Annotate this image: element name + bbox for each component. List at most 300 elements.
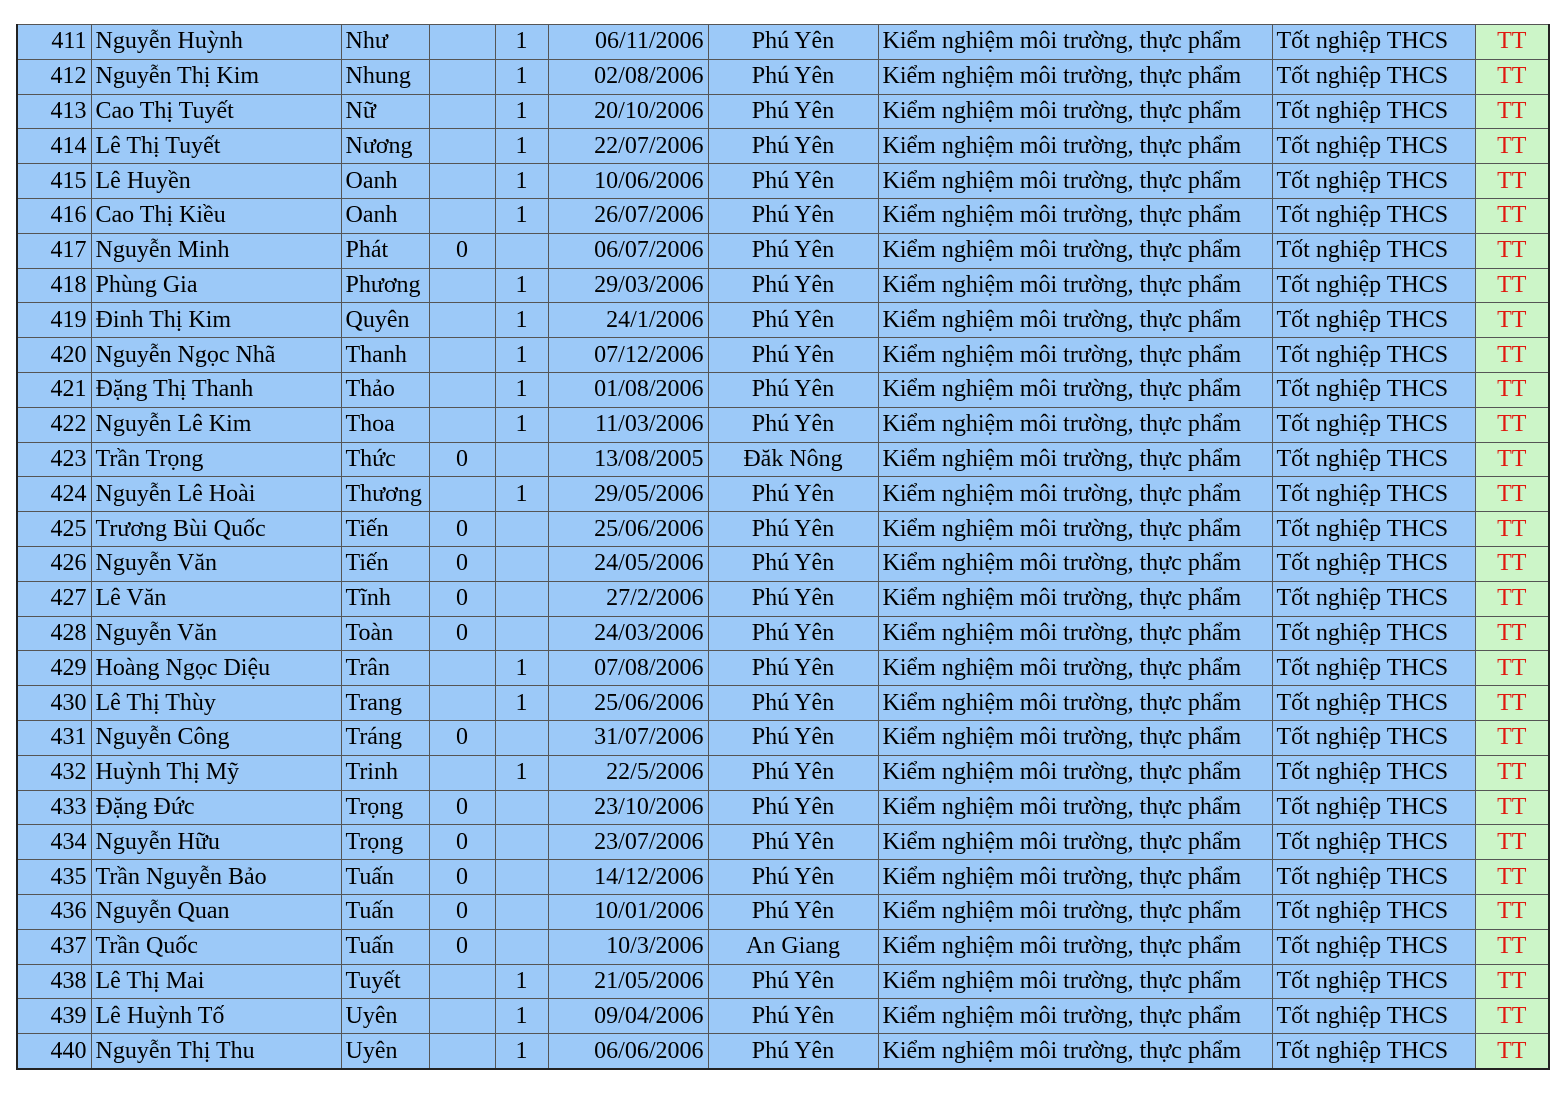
surname-given-cell[interactable]: Trương Bùi Quốc	[91, 512, 341, 547]
first-name-cell[interactable]: Tráng	[341, 720, 429, 755]
gender-male-cell[interactable]: 0	[429, 929, 495, 964]
gender-male-cell[interactable]: 0	[429, 720, 495, 755]
major-cell[interactable]: Kiểm nghiệm môi trường, thực phẩm	[878, 546, 1272, 581]
birth-date-cell[interactable]: 10/01/2006	[548, 894, 708, 929]
status-badge-cell[interactable]: TT	[1475, 755, 1549, 790]
gender-female-cell[interactable]: 1	[495, 964, 548, 999]
major-cell[interactable]: Kiểm nghiệm môi trường, thực phẩm	[878, 372, 1272, 407]
education-level-cell[interactable]: Tốt nghiệp THCS	[1272, 616, 1475, 651]
gender-male-cell[interactable]: 0	[429, 581, 495, 616]
major-cell[interactable]: Kiểm nghiệm môi trường, thực phẩm	[878, 198, 1272, 233]
birthplace-cell[interactable]: Phú Yên	[708, 825, 878, 860]
education-level-cell[interactable]: Tốt nghiệp THCS	[1272, 964, 1475, 999]
major-cell[interactable]: Kiểm nghiệm môi trường, thực phẩm	[878, 25, 1272, 60]
gender-male-cell[interactable]: 0	[429, 860, 495, 895]
birthplace-cell[interactable]: Phú Yên	[708, 616, 878, 651]
surname-given-cell[interactable]: Nguyễn Lê Kim	[91, 407, 341, 442]
birthplace-cell[interactable]: Phú Yên	[708, 512, 878, 547]
education-level-cell[interactable]: Tốt nghiệp THCS	[1272, 59, 1475, 94]
gender-male-cell[interactable]	[429, 372, 495, 407]
gender-female-cell[interactable]: 1	[495, 999, 548, 1034]
major-cell[interactable]: Kiểm nghiệm môi trường, thực phẩm	[878, 860, 1272, 895]
status-badge-cell[interactable]: TT	[1475, 581, 1549, 616]
row-number-cell[interactable]: 438	[17, 964, 91, 999]
birth-date-cell[interactable]: 22/5/2006	[548, 755, 708, 790]
gender-female-cell[interactable]	[495, 442, 548, 477]
birthplace-cell[interactable]: Phú Yên	[708, 25, 878, 60]
row-number-cell[interactable]: 421	[17, 372, 91, 407]
first-name-cell[interactable]: Nương	[341, 129, 429, 164]
first-name-cell[interactable]: Tuấn	[341, 929, 429, 964]
gender-male-cell[interactable]	[429, 94, 495, 129]
education-level-cell[interactable]: Tốt nghiệp THCS	[1272, 1034, 1475, 1069]
first-name-cell[interactable]: Phương	[341, 268, 429, 303]
status-badge-cell[interactable]: TT	[1475, 338, 1549, 373]
status-badge-cell[interactable]: TT	[1475, 1034, 1549, 1069]
first-name-cell[interactable]: Tuyết	[341, 964, 429, 999]
gender-female-cell[interactable]	[495, 512, 548, 547]
surname-given-cell[interactable]: Nguyễn Lê Hoài	[91, 477, 341, 512]
row-number-cell[interactable]: 440	[17, 1034, 91, 1069]
major-cell[interactable]: Kiểm nghiệm môi trường, thực phẩm	[878, 929, 1272, 964]
education-level-cell[interactable]: Tốt nghiệp THCS	[1272, 25, 1475, 60]
major-cell[interactable]: Kiểm nghiệm môi trường, thực phẩm	[878, 581, 1272, 616]
surname-given-cell[interactable]: Đặng Thị Thanh	[91, 372, 341, 407]
surname-given-cell[interactable]: Lê Thị Thùy	[91, 686, 341, 721]
surname-given-cell[interactable]: Nguyễn Công	[91, 720, 341, 755]
surname-given-cell[interactable]: Nguyễn Thị Kim	[91, 59, 341, 94]
row-number-cell[interactable]: 431	[17, 720, 91, 755]
row-number-cell[interactable]: 418	[17, 268, 91, 303]
major-cell[interactable]: Kiểm nghiệm môi trường, thực phẩm	[878, 964, 1272, 999]
status-badge-cell[interactable]: TT	[1475, 894, 1549, 929]
major-cell[interactable]: Kiểm nghiệm môi trường, thực phẩm	[878, 129, 1272, 164]
birthplace-cell[interactable]: Phú Yên	[708, 338, 878, 373]
gender-female-cell[interactable]: 1	[495, 303, 548, 338]
gender-male-cell[interactable]: 0	[429, 894, 495, 929]
gender-male-cell[interactable]: 0	[429, 616, 495, 651]
status-badge-cell[interactable]: TT	[1475, 686, 1549, 721]
status-badge-cell[interactable]: TT	[1475, 929, 1549, 964]
row-number-cell[interactable]: 439	[17, 999, 91, 1034]
education-level-cell[interactable]: Tốt nghiệp THCS	[1272, 825, 1475, 860]
row-number-cell[interactable]: 424	[17, 477, 91, 512]
major-cell[interactable]: Kiểm nghiệm môi trường, thực phẩm	[878, 303, 1272, 338]
education-level-cell[interactable]: Tốt nghiệp THCS	[1272, 755, 1475, 790]
birthplace-cell[interactable]: Phú Yên	[708, 860, 878, 895]
gender-male-cell[interactable]	[429, 1034, 495, 1069]
major-cell[interactable]: Kiểm nghiệm môi trường, thực phẩm	[878, 825, 1272, 860]
birthplace-cell[interactable]: Phú Yên	[708, 94, 878, 129]
birth-date-cell[interactable]: 29/05/2006	[548, 477, 708, 512]
gender-male-cell[interactable]	[429, 651, 495, 686]
birthplace-cell[interactable]: Phú Yên	[708, 407, 878, 442]
row-number-cell[interactable]: 426	[17, 546, 91, 581]
row-number-cell[interactable]: 436	[17, 894, 91, 929]
gender-male-cell[interactable]	[429, 25, 495, 60]
gender-male-cell[interactable]: 0	[429, 512, 495, 547]
birthplace-cell[interactable]: Phú Yên	[708, 546, 878, 581]
status-badge-cell[interactable]: TT	[1475, 25, 1549, 60]
birthplace-cell[interactable]: Đăk Nông	[708, 442, 878, 477]
birth-date-cell[interactable]: 25/06/2006	[548, 512, 708, 547]
row-number-cell[interactable]: 427	[17, 581, 91, 616]
row-number-cell[interactable]: 413	[17, 94, 91, 129]
first-name-cell[interactable]: Trân	[341, 651, 429, 686]
surname-given-cell[interactable]: Nguyễn Quan	[91, 894, 341, 929]
first-name-cell[interactable]: Tiến	[341, 512, 429, 547]
status-badge-cell[interactable]: TT	[1475, 546, 1549, 581]
birthplace-cell[interactable]: Phú Yên	[708, 233, 878, 268]
first-name-cell[interactable]: Thoa	[341, 407, 429, 442]
row-number-cell[interactable]: 435	[17, 860, 91, 895]
first-name-cell[interactable]: Trinh	[341, 755, 429, 790]
first-name-cell[interactable]: Phát	[341, 233, 429, 268]
surname-given-cell[interactable]: Nguyễn Huỳnh	[91, 25, 341, 60]
education-level-cell[interactable]: Tốt nghiệp THCS	[1272, 303, 1475, 338]
major-cell[interactable]: Kiểm nghiệm môi trường, thực phẩm	[878, 894, 1272, 929]
birth-date-cell[interactable]: 22/07/2006	[548, 129, 708, 164]
row-number-cell[interactable]: 425	[17, 512, 91, 547]
birth-date-cell[interactable]: 24/1/2006	[548, 303, 708, 338]
gender-male-cell[interactable]	[429, 755, 495, 790]
birth-date-cell[interactable]: 07/12/2006	[548, 338, 708, 373]
status-badge-cell[interactable]: TT	[1475, 964, 1549, 999]
surname-given-cell[interactable]: Đặng Đức	[91, 790, 341, 825]
row-number-cell[interactable]: 434	[17, 825, 91, 860]
gender-female-cell[interactable]: 1	[495, 686, 548, 721]
gender-female-cell[interactable]	[495, 616, 548, 651]
status-badge-cell[interactable]: TT	[1475, 94, 1549, 129]
first-name-cell[interactable]: Trọng	[341, 825, 429, 860]
gender-male-cell[interactable]: 0	[429, 546, 495, 581]
gender-female-cell[interactable]: 1	[495, 1034, 548, 1069]
education-level-cell[interactable]: Tốt nghiệp THCS	[1272, 894, 1475, 929]
birthplace-cell[interactable]: Phú Yên	[708, 268, 878, 303]
status-badge-cell[interactable]: TT	[1475, 999, 1549, 1034]
gender-male-cell[interactable]: 0	[429, 233, 495, 268]
gender-female-cell[interactable]	[495, 720, 548, 755]
gender-male-cell[interactable]: 0	[429, 790, 495, 825]
birth-date-cell[interactable]: 06/06/2006	[548, 1034, 708, 1069]
status-badge-cell[interactable]: TT	[1475, 616, 1549, 651]
status-badge-cell[interactable]: TT	[1475, 268, 1549, 303]
birth-date-cell[interactable]: 20/10/2006	[548, 94, 708, 129]
surname-given-cell[interactable]: Nguyễn Ngọc Nhã	[91, 338, 341, 373]
row-number-cell[interactable]: 420	[17, 338, 91, 373]
surname-given-cell[interactable]: Trần Quốc	[91, 929, 341, 964]
gender-female-cell[interactable]	[495, 233, 548, 268]
status-badge-cell[interactable]: TT	[1475, 129, 1549, 164]
gender-male-cell[interactable]: 0	[429, 825, 495, 860]
first-name-cell[interactable]: Tĩnh	[341, 581, 429, 616]
education-level-cell[interactable]: Tốt nghiệp THCS	[1272, 442, 1475, 477]
birthplace-cell[interactable]: An Giang	[708, 929, 878, 964]
first-name-cell[interactable]: Uyên	[341, 999, 429, 1034]
row-number-cell[interactable]: 429	[17, 651, 91, 686]
gender-female-cell[interactable]: 1	[495, 372, 548, 407]
education-level-cell[interactable]: Tốt nghiệp THCS	[1272, 512, 1475, 547]
row-number-cell[interactable]: 414	[17, 129, 91, 164]
education-level-cell[interactable]: Tốt nghiệp THCS	[1272, 929, 1475, 964]
gender-male-cell[interactable]	[429, 407, 495, 442]
birth-date-cell[interactable]: 24/03/2006	[548, 616, 708, 651]
surname-given-cell[interactable]: Lê Thị Mai	[91, 964, 341, 999]
major-cell[interactable]: Kiểm nghiệm môi trường, thực phẩm	[878, 790, 1272, 825]
gender-female-cell[interactable]: 1	[495, 129, 548, 164]
first-name-cell[interactable]: Quyên	[341, 303, 429, 338]
birthplace-cell[interactable]: Phú Yên	[708, 651, 878, 686]
gender-male-cell[interactable]	[429, 477, 495, 512]
row-number-cell[interactable]: 416	[17, 198, 91, 233]
major-cell[interactable]: Kiểm nghiệm môi trường, thực phẩm	[878, 233, 1272, 268]
gender-female-cell[interactable]: 1	[495, 651, 548, 686]
education-level-cell[interactable]: Tốt nghiệp THCS	[1272, 338, 1475, 373]
gender-female-cell[interactable]	[495, 894, 548, 929]
first-name-cell[interactable]: Thanh	[341, 338, 429, 373]
education-level-cell[interactable]: Tốt nghiệp THCS	[1272, 686, 1475, 721]
major-cell[interactable]: Kiểm nghiệm môi trường, thực phẩm	[878, 686, 1272, 721]
status-badge-cell[interactable]: TT	[1475, 372, 1549, 407]
major-cell[interactable]: Kiểm nghiệm môi trường, thực phẩm	[878, 442, 1272, 477]
major-cell[interactable]: Kiểm nghiệm môi trường, thực phẩm	[878, 755, 1272, 790]
first-name-cell[interactable]: Trọng	[341, 790, 429, 825]
education-level-cell[interactable]: Tốt nghiệp THCS	[1272, 477, 1475, 512]
major-cell[interactable]: Kiểm nghiệm môi trường, thực phẩm	[878, 512, 1272, 547]
first-name-cell[interactable]: Oanh	[341, 164, 429, 199]
education-level-cell[interactable]: Tốt nghiệp THCS	[1272, 129, 1475, 164]
surname-given-cell[interactable]: Đinh Thị Kim	[91, 303, 341, 338]
major-cell[interactable]: Kiểm nghiệm môi trường, thực phẩm	[878, 59, 1272, 94]
education-level-cell[interactable]: Tốt nghiệp THCS	[1272, 790, 1475, 825]
gender-male-cell[interactable]	[429, 686, 495, 721]
birth-date-cell[interactable]: 06/07/2006	[548, 233, 708, 268]
gender-female-cell[interactable]: 1	[495, 94, 548, 129]
gender-male-cell[interactable]	[429, 268, 495, 303]
gender-female-cell[interactable]	[495, 929, 548, 964]
major-cell[interactable]: Kiểm nghiệm môi trường, thực phẩm	[878, 268, 1272, 303]
surname-given-cell[interactable]: Trần Nguyễn Bảo	[91, 860, 341, 895]
first-name-cell[interactable]: Toàn	[341, 616, 429, 651]
major-cell[interactable]: Kiểm nghiệm môi trường, thực phẩm	[878, 616, 1272, 651]
status-badge-cell[interactable]: TT	[1475, 442, 1549, 477]
birth-date-cell[interactable]: 25/06/2006	[548, 686, 708, 721]
row-number-cell[interactable]: 422	[17, 407, 91, 442]
major-cell[interactable]: Kiểm nghiệm môi trường, thực phẩm	[878, 94, 1272, 129]
status-badge-cell[interactable]: TT	[1475, 477, 1549, 512]
status-badge-cell[interactable]: TT	[1475, 233, 1549, 268]
first-name-cell[interactable]: Thức	[341, 442, 429, 477]
education-level-cell[interactable]: Tốt nghiệp THCS	[1272, 164, 1475, 199]
surname-given-cell[interactable]: Lê Văn	[91, 581, 341, 616]
surname-given-cell[interactable]: Cao Thị Kiều	[91, 198, 341, 233]
surname-given-cell[interactable]: Phùng Gia	[91, 268, 341, 303]
surname-given-cell[interactable]: Nguyễn Hữu	[91, 825, 341, 860]
status-badge-cell[interactable]: TT	[1475, 825, 1549, 860]
status-badge-cell[interactable]: TT	[1475, 164, 1549, 199]
birth-date-cell[interactable]: 10/06/2006	[548, 164, 708, 199]
education-level-cell[interactable]: Tốt nghiệp THCS	[1272, 651, 1475, 686]
major-cell[interactable]: Kiểm nghiệm môi trường, thực phẩm	[878, 407, 1272, 442]
first-name-cell[interactable]: Tuấn	[341, 860, 429, 895]
gender-male-cell[interactable]: 0	[429, 442, 495, 477]
education-level-cell[interactable]: Tốt nghiệp THCS	[1272, 372, 1475, 407]
birthplace-cell[interactable]: Phú Yên	[708, 303, 878, 338]
surname-given-cell[interactable]: Cao Thị Tuyết	[91, 94, 341, 129]
birthplace-cell[interactable]: Phú Yên	[708, 372, 878, 407]
gender-female-cell[interactable]	[495, 790, 548, 825]
education-level-cell[interactable]: Tốt nghiệp THCS	[1272, 198, 1475, 233]
row-number-cell[interactable]: 423	[17, 442, 91, 477]
first-name-cell[interactable]: Thương	[341, 477, 429, 512]
surname-given-cell[interactable]: Hoàng Ngọc Diệu	[91, 651, 341, 686]
gender-female-cell[interactable]	[495, 825, 548, 860]
birth-date-cell[interactable]: 26/07/2006	[548, 198, 708, 233]
birth-date-cell[interactable]: 23/07/2006	[548, 825, 708, 860]
education-level-cell[interactable]: Tốt nghiệp THCS	[1272, 94, 1475, 129]
surname-given-cell[interactable]: Nguyễn Minh	[91, 233, 341, 268]
first-name-cell[interactable]: Uyên	[341, 1034, 429, 1069]
gender-female-cell[interactable]: 1	[495, 407, 548, 442]
surname-given-cell[interactable]: Lê Thị Tuyết	[91, 129, 341, 164]
birth-date-cell[interactable]: 09/04/2006	[548, 999, 708, 1034]
surname-given-cell[interactable]: Nguyễn Văn	[91, 546, 341, 581]
birth-date-cell[interactable]: 24/05/2006	[548, 546, 708, 581]
education-level-cell[interactable]: Tốt nghiệp THCS	[1272, 720, 1475, 755]
gender-female-cell[interactable]	[495, 581, 548, 616]
surname-given-cell[interactable]: Huỳnh Thị Mỹ	[91, 755, 341, 790]
first-name-cell[interactable]: Tiến	[341, 546, 429, 581]
birth-date-cell[interactable]: 21/05/2006	[548, 964, 708, 999]
surname-given-cell[interactable]: Lê Huyền	[91, 164, 341, 199]
status-badge-cell[interactable]: TT	[1475, 720, 1549, 755]
birth-date-cell[interactable]: 06/11/2006	[548, 25, 708, 60]
birth-date-cell[interactable]: 01/08/2006	[548, 372, 708, 407]
birth-date-cell[interactable]: 27/2/2006	[548, 581, 708, 616]
birthplace-cell[interactable]: Phú Yên	[708, 720, 878, 755]
birth-date-cell[interactable]: 14/12/2006	[548, 860, 708, 895]
birth-date-cell[interactable]: 07/08/2006	[548, 651, 708, 686]
gender-male-cell[interactable]	[429, 964, 495, 999]
education-level-cell[interactable]: Tốt nghiệp THCS	[1272, 407, 1475, 442]
gender-female-cell[interactable]: 1	[495, 338, 548, 373]
major-cell[interactable]: Kiểm nghiệm môi trường, thực phẩm	[878, 651, 1272, 686]
row-number-cell[interactable]: 433	[17, 790, 91, 825]
status-badge-cell[interactable]: TT	[1475, 651, 1549, 686]
gender-female-cell[interactable]: 1	[495, 198, 548, 233]
birthplace-cell[interactable]: Phú Yên	[708, 1034, 878, 1069]
surname-given-cell[interactable]: Nguyễn Thị Thu	[91, 1034, 341, 1069]
gender-female-cell[interactable]: 1	[495, 59, 548, 94]
birthplace-cell[interactable]: Phú Yên	[708, 686, 878, 721]
row-number-cell[interactable]: 417	[17, 233, 91, 268]
status-badge-cell[interactable]: TT	[1475, 59, 1549, 94]
gender-female-cell[interactable]: 1	[495, 268, 548, 303]
gender-female-cell[interactable]	[495, 860, 548, 895]
surname-given-cell[interactable]: Nguyễn Văn	[91, 616, 341, 651]
row-number-cell[interactable]: 428	[17, 616, 91, 651]
birth-date-cell[interactable]: 23/10/2006	[548, 790, 708, 825]
first-name-cell[interactable]: Trang	[341, 686, 429, 721]
row-number-cell[interactable]: 412	[17, 59, 91, 94]
birthplace-cell[interactable]: Phú Yên	[708, 755, 878, 790]
first-name-cell[interactable]: Như	[341, 25, 429, 60]
birthplace-cell[interactable]: Phú Yên	[708, 999, 878, 1034]
birthplace-cell[interactable]: Phú Yên	[708, 477, 878, 512]
major-cell[interactable]: Kiểm nghiệm môi trường, thực phẩm	[878, 477, 1272, 512]
gender-male-cell[interactable]	[429, 303, 495, 338]
major-cell[interactable]: Kiểm nghiệm môi trường, thực phẩm	[878, 999, 1272, 1034]
gender-male-cell[interactable]	[429, 198, 495, 233]
education-level-cell[interactable]: Tốt nghiệp THCS	[1272, 999, 1475, 1034]
major-cell[interactable]: Kiểm nghiệm môi trường, thực phẩm	[878, 338, 1272, 373]
gender-female-cell[interactable]: 1	[495, 477, 548, 512]
birthplace-cell[interactable]: Phú Yên	[708, 129, 878, 164]
gender-female-cell[interactable]: 1	[495, 25, 548, 60]
birth-date-cell[interactable]: 10/3/2006	[548, 929, 708, 964]
major-cell[interactable]: Kiểm nghiệm môi trường, thực phẩm	[878, 1034, 1272, 1069]
gender-male-cell[interactable]	[429, 338, 495, 373]
gender-male-cell[interactable]	[429, 59, 495, 94]
birth-date-cell[interactable]: 31/07/2006	[548, 720, 708, 755]
birthplace-cell[interactable]: Phú Yên	[708, 59, 878, 94]
education-level-cell[interactable]: Tốt nghiệp THCS	[1272, 860, 1475, 895]
education-level-cell[interactable]: Tốt nghiệp THCS	[1272, 546, 1475, 581]
birthplace-cell[interactable]: Phú Yên	[708, 964, 878, 999]
education-level-cell[interactable]: Tốt nghiệp THCS	[1272, 268, 1475, 303]
status-badge-cell[interactable]: TT	[1475, 303, 1549, 338]
birth-date-cell[interactable]: 11/03/2006	[548, 407, 708, 442]
gender-female-cell[interactable]: 1	[495, 755, 548, 790]
birth-date-cell[interactable]: 29/03/2006	[548, 268, 708, 303]
birth-date-cell[interactable]: 13/08/2005	[548, 442, 708, 477]
row-number-cell[interactable]: 432	[17, 755, 91, 790]
first-name-cell[interactable]: Thảo	[341, 372, 429, 407]
status-badge-cell[interactable]: TT	[1475, 512, 1549, 547]
row-number-cell[interactable]: 430	[17, 686, 91, 721]
first-name-cell[interactable]: Nữ	[341, 94, 429, 129]
row-number-cell[interactable]: 415	[17, 164, 91, 199]
first-name-cell[interactable]: Nhung	[341, 59, 429, 94]
first-name-cell[interactable]: Tuấn	[341, 894, 429, 929]
status-badge-cell[interactable]: TT	[1475, 407, 1549, 442]
birth-date-cell[interactable]: 02/08/2006	[548, 59, 708, 94]
row-number-cell[interactable]: 411	[17, 25, 91, 60]
gender-male-cell[interactable]	[429, 999, 495, 1034]
surname-given-cell[interactable]: Lê Huỳnh Tố	[91, 999, 341, 1034]
birthplace-cell[interactable]: Phú Yên	[708, 164, 878, 199]
birthplace-cell[interactable]: Phú Yên	[708, 894, 878, 929]
birthplace-cell[interactable]: Phú Yên	[708, 790, 878, 825]
major-cell[interactable]: Kiểm nghiệm môi trường, thực phẩm	[878, 720, 1272, 755]
birthplace-cell[interactable]: Phú Yên	[708, 198, 878, 233]
gender-female-cell[interactable]	[495, 546, 548, 581]
first-name-cell[interactable]: Oanh	[341, 198, 429, 233]
major-cell[interactable]: Kiểm nghiệm môi trường, thực phẩm	[878, 164, 1272, 199]
row-number-cell[interactable]: 437	[17, 929, 91, 964]
education-level-cell[interactable]: Tốt nghiệp THCS	[1272, 581, 1475, 616]
status-badge-cell[interactable]: TT	[1475, 198, 1549, 233]
status-badge-cell[interactable]: TT	[1475, 790, 1549, 825]
status-badge-cell[interactable]: TT	[1475, 860, 1549, 895]
education-level-cell[interactable]: Tốt nghiệp THCS	[1272, 233, 1475, 268]
gender-male-cell[interactable]	[429, 164, 495, 199]
surname-given-cell[interactable]: Trần Trọng	[91, 442, 341, 477]
row-number-cell[interactable]: 419	[17, 303, 91, 338]
gender-male-cell[interactable]	[429, 129, 495, 164]
gender-female-cell[interactable]: 1	[495, 164, 548, 199]
birthplace-cell[interactable]: Phú Yên	[708, 581, 878, 616]
